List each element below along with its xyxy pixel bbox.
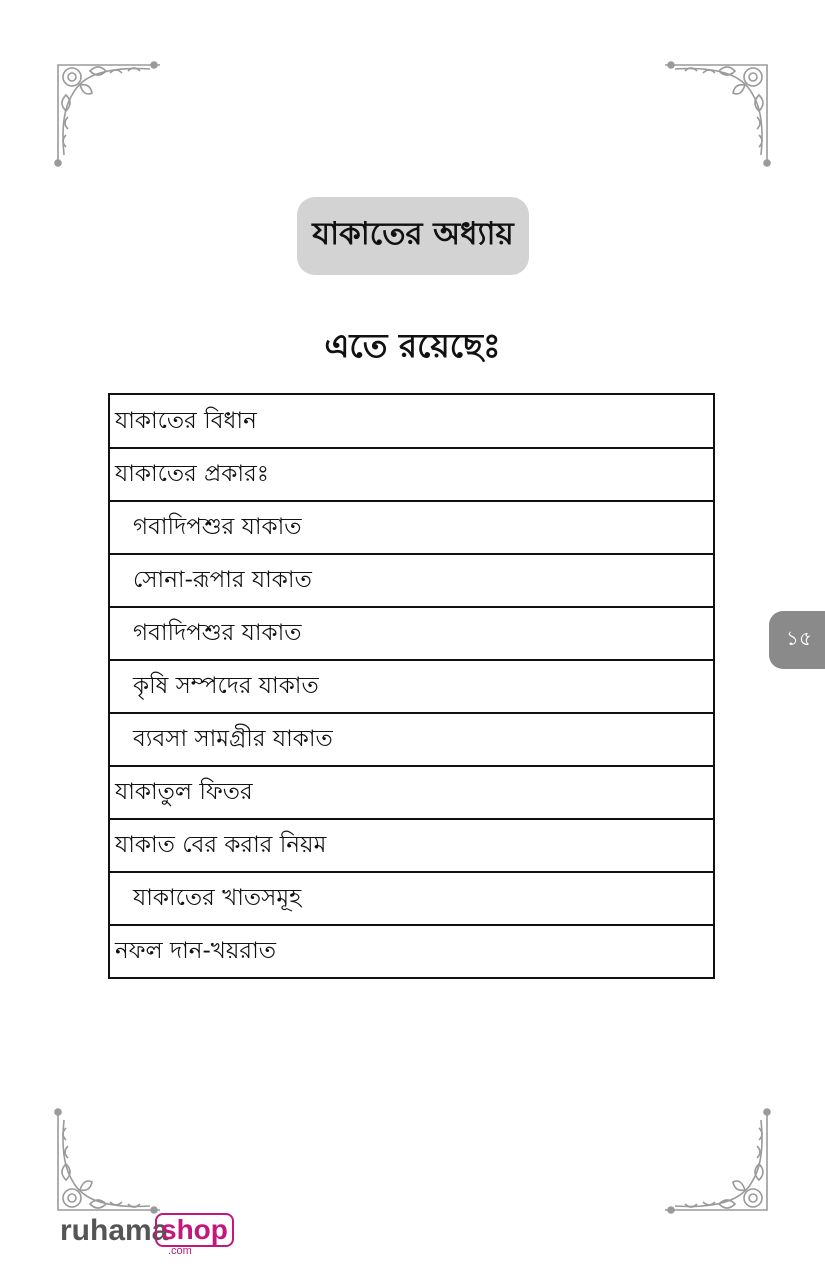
row-text: যাকাতের খাতসমূহ <box>133 885 302 911</box>
table-row <box>110 553 713 606</box>
ornament-icon <box>50 1102 168 1220</box>
row-text: যাকাতের বিধান <box>115 407 257 434</box>
contents-subtitle: এতে রয়েছেঃ <box>324 326 501 365</box>
table-row <box>110 659 713 712</box>
row-text: ব্যবসা সামগ্রীর যাকাত <box>133 726 333 752</box>
contents-table <box>108 393 715 979</box>
row-text: যাকাতের প্রকারঃ <box>115 461 269 487</box>
row-text: সোনা-রূপার যাকাত <box>133 567 312 593</box>
table-row <box>110 818 713 871</box>
corner-ornament-top-right <box>657 55 775 173</box>
corner-ornament-bottom-right <box>657 1102 775 1220</box>
corner-ornament-bottom-left <box>50 1102 168 1220</box>
row-text: যাকাত বের করার নিয়ম <box>115 832 327 858</box>
row-text: যাকাতুল ফিতর <box>115 779 253 805</box>
ornament-icon <box>657 1102 775 1220</box>
table-row <box>110 871 713 924</box>
table-row <box>110 395 713 447</box>
table-row <box>110 924 713 977</box>
row-text: কৃষি সম্পদের যাকাত <box>133 673 319 699</box>
table-row <box>110 765 713 818</box>
ornament-icon <box>50 55 168 173</box>
row-text: নফল দান-খয়রাত <box>115 938 276 964</box>
logo-text-ruhama: ruhama <box>60 1214 169 1247</box>
corner-ornament-top-left <box>50 55 168 173</box>
page-number-tab <box>769 611 825 669</box>
chapter-title-text: যাকাতের অধ্যায় <box>312 216 514 252</box>
table-row <box>110 712 713 765</box>
table-row <box>110 500 713 553</box>
logo-text-shop: shop <box>155 1213 234 1247</box>
ornament-icon <box>657 55 775 173</box>
chapter-title <box>297 197 529 275</box>
logo-text-com: .com <box>168 1245 192 1257</box>
table-row <box>110 606 713 659</box>
table-row <box>110 447 713 500</box>
row-text: গবাদিপশুর যাকাত <box>133 620 302 646</box>
page-number: ১৫ <box>786 625 812 650</box>
row-text: গবাদিপশুর যাকাত <box>133 514 302 540</box>
